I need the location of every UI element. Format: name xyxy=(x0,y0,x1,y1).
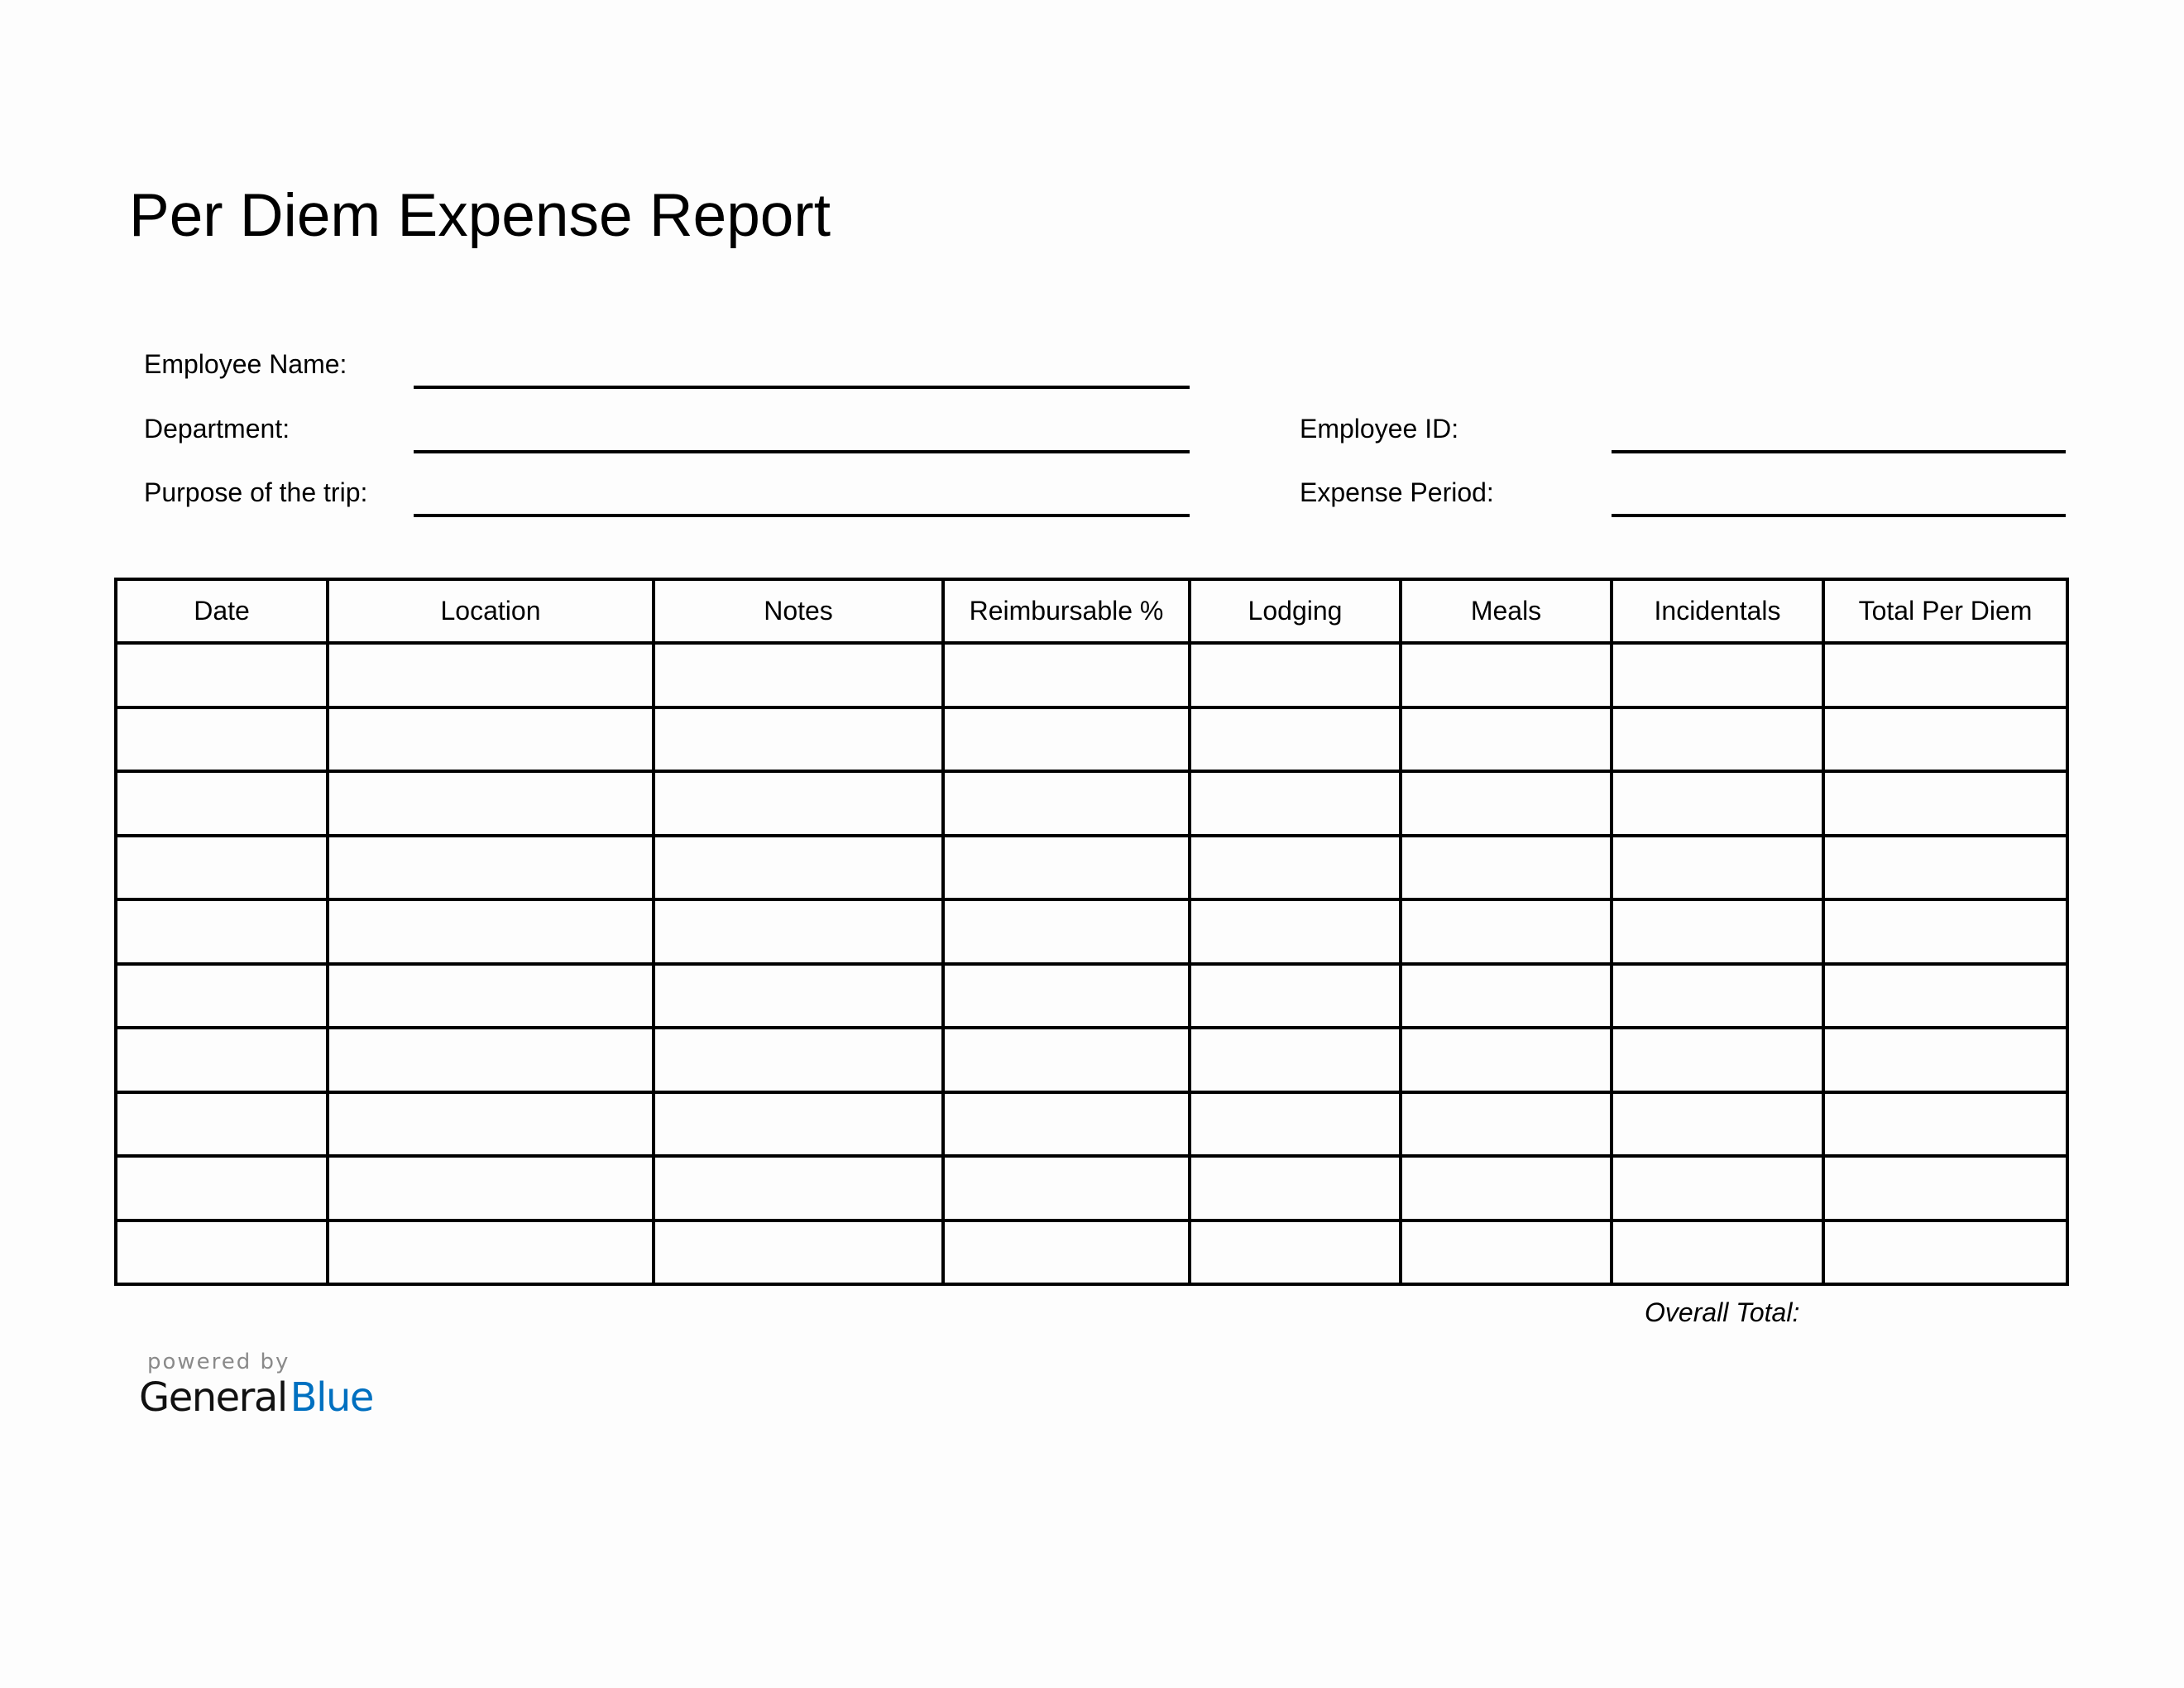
generalblue-logo xyxy=(139,1374,373,1422)
column-header-meals: Meals xyxy=(1401,579,1612,643)
cell-location[interactable] xyxy=(328,643,654,707)
employee-name-field[interactable] xyxy=(414,386,1190,389)
table-header-row xyxy=(116,579,2067,643)
column-header-location: Location xyxy=(328,579,654,643)
cell-location[interactable] xyxy=(328,707,654,772)
cell-meals[interactable] xyxy=(1401,899,1612,964)
cell-total-per-diem[interactable] xyxy=(1823,643,2067,707)
expense-period-field[interactable] xyxy=(1612,514,2066,517)
cell-total-per-diem[interactable] xyxy=(1823,1220,2067,1285)
cell-reimbursable[interactable] xyxy=(943,836,1190,900)
cell-notes[interactable] xyxy=(654,1092,943,1157)
column-header-total-per-diem: Total Per Diem xyxy=(1823,579,2067,643)
cell-incidentals[interactable] xyxy=(1612,643,1823,707)
cell-total-per-diem[interactable] xyxy=(1823,707,2067,772)
table-row xyxy=(116,1092,2067,1157)
purpose-label: Purpose of the trip: xyxy=(144,477,368,507)
cell-lodging[interactable] xyxy=(1190,836,1401,900)
cell-meals[interactable] xyxy=(1401,836,1612,900)
cell-notes[interactable] xyxy=(654,643,943,707)
table-row xyxy=(116,899,2067,964)
purpose-field[interactable] xyxy=(414,514,1190,517)
cell-date[interactable] xyxy=(116,643,328,707)
cell-location[interactable] xyxy=(328,1028,654,1092)
cell-notes[interactable] xyxy=(654,707,943,772)
expense-period-label: Expense Period: xyxy=(1300,477,1494,507)
cell-notes[interactable] xyxy=(654,1220,943,1285)
cell-lodging[interactable] xyxy=(1190,1092,1401,1157)
logo-text-blue: Blue xyxy=(290,1374,373,1421)
cell-incidentals[interactable] xyxy=(1612,836,1823,900)
cell-reimbursable[interactable] xyxy=(943,771,1190,836)
cell-incidentals[interactable] xyxy=(1612,707,1823,772)
cell-location[interactable] xyxy=(328,899,654,964)
cell-location[interactable] xyxy=(328,771,654,836)
cell-lodging[interactable] xyxy=(1190,707,1401,772)
expense-table xyxy=(114,578,2069,1286)
powered-by-text: powered by xyxy=(147,1350,290,1374)
cell-notes[interactable] xyxy=(654,1028,943,1092)
cell-date[interactable] xyxy=(116,1028,328,1092)
cell-incidentals[interactable] xyxy=(1612,1220,1823,1285)
department-label: Department: xyxy=(144,414,290,444)
cell-lodging[interactable] xyxy=(1190,1156,1401,1220)
cell-location[interactable] xyxy=(328,1092,654,1157)
cell-date[interactable] xyxy=(116,707,328,772)
cell-date[interactable] xyxy=(116,899,328,964)
cell-notes[interactable] xyxy=(654,899,943,964)
cell-date[interactable] xyxy=(116,1220,328,1285)
cell-lodging[interactable] xyxy=(1190,899,1401,964)
cell-location[interactable] xyxy=(328,1156,654,1220)
cell-notes[interactable] xyxy=(654,771,943,836)
cell-location[interactable] xyxy=(328,1220,654,1285)
cell-notes[interactable] xyxy=(654,836,943,900)
cell-reimbursable[interactable] xyxy=(943,899,1190,964)
overall-total-label: Overall Total: xyxy=(1645,1297,1800,1327)
cell-lodging[interactable] xyxy=(1190,1220,1401,1285)
cell-meals[interactable] xyxy=(1401,771,1612,836)
cell-reimbursable[interactable] xyxy=(943,964,1190,1029)
cell-incidentals[interactable] xyxy=(1612,899,1823,964)
column-header-reimbursable: Reimbursable % xyxy=(943,579,1190,643)
employee-name-label: Employee Name: xyxy=(144,349,347,379)
cell-total-per-diem[interactable] xyxy=(1823,836,2067,900)
table-row xyxy=(116,1028,2067,1092)
cell-date[interactable] xyxy=(116,1092,328,1157)
cell-notes[interactable] xyxy=(654,964,943,1029)
cell-date[interactable] xyxy=(116,771,328,836)
cell-total-per-diem[interactable] xyxy=(1823,1156,2067,1220)
table-row xyxy=(116,1220,2067,1285)
cell-meals[interactable] xyxy=(1401,964,1612,1029)
employee-id-label: Employee ID: xyxy=(1300,414,1459,444)
cell-date[interactable] xyxy=(116,836,328,900)
cell-total-per-diem[interactable] xyxy=(1823,899,2067,964)
cell-meals[interactable] xyxy=(1401,1156,1612,1220)
cell-meals[interactable] xyxy=(1401,1028,1612,1092)
cell-total-per-diem[interactable] xyxy=(1823,1092,2067,1157)
cell-incidentals[interactable] xyxy=(1612,771,1823,836)
cell-reimbursable[interactable] xyxy=(943,1156,1190,1220)
cell-incidentals[interactable] xyxy=(1612,1156,1823,1220)
employee-id-field[interactable] xyxy=(1612,450,2066,453)
cell-total-per-diem[interactable] xyxy=(1823,771,2067,836)
cell-location[interactable] xyxy=(328,836,654,900)
cell-reimbursable[interactable] xyxy=(943,643,1190,707)
cell-reimbursable[interactable] xyxy=(943,1028,1190,1092)
cell-lodging[interactable] xyxy=(1190,771,1401,836)
cell-location[interactable] xyxy=(328,964,654,1029)
cell-lodging[interactable] xyxy=(1190,1028,1401,1092)
document-title: Per Diem Expense Report xyxy=(129,182,831,249)
cell-incidentals[interactable] xyxy=(1612,1028,1823,1092)
logo-text-general: General xyxy=(139,1374,287,1421)
cell-date[interactable] xyxy=(116,1156,328,1220)
table-row xyxy=(116,836,2067,900)
table-row xyxy=(116,643,2067,707)
cell-reimbursable[interactable] xyxy=(943,1220,1190,1285)
table-row xyxy=(116,707,2067,772)
column-header-lodging: Lodging xyxy=(1190,579,1401,643)
column-header-notes: Notes xyxy=(654,579,943,643)
table-row xyxy=(116,1156,2067,1220)
cell-meals[interactable] xyxy=(1401,643,1612,707)
cell-lodging[interactable] xyxy=(1190,643,1401,707)
cell-incidentals[interactable] xyxy=(1612,964,1823,1029)
cell-total-per-diem[interactable] xyxy=(1823,1028,2067,1092)
cell-lodging[interactable] xyxy=(1190,964,1401,1029)
cell-meals[interactable] xyxy=(1401,1220,1612,1285)
table-row xyxy=(116,771,2067,836)
cell-reimbursable[interactable] xyxy=(943,1092,1190,1157)
table-row xyxy=(116,964,2067,1029)
cell-meals[interactable] xyxy=(1401,707,1612,772)
cell-notes[interactable] xyxy=(654,1156,943,1220)
column-header-incidentals: Incidentals xyxy=(1612,579,1823,643)
cell-meals[interactable] xyxy=(1401,1092,1612,1157)
cell-total-per-diem[interactable] xyxy=(1823,964,2067,1029)
cell-reimbursable[interactable] xyxy=(943,707,1190,772)
column-header-date: Date xyxy=(116,579,328,643)
cell-incidentals[interactable] xyxy=(1612,1092,1823,1157)
cell-date[interactable] xyxy=(116,964,328,1029)
department-field[interactable] xyxy=(414,450,1190,453)
